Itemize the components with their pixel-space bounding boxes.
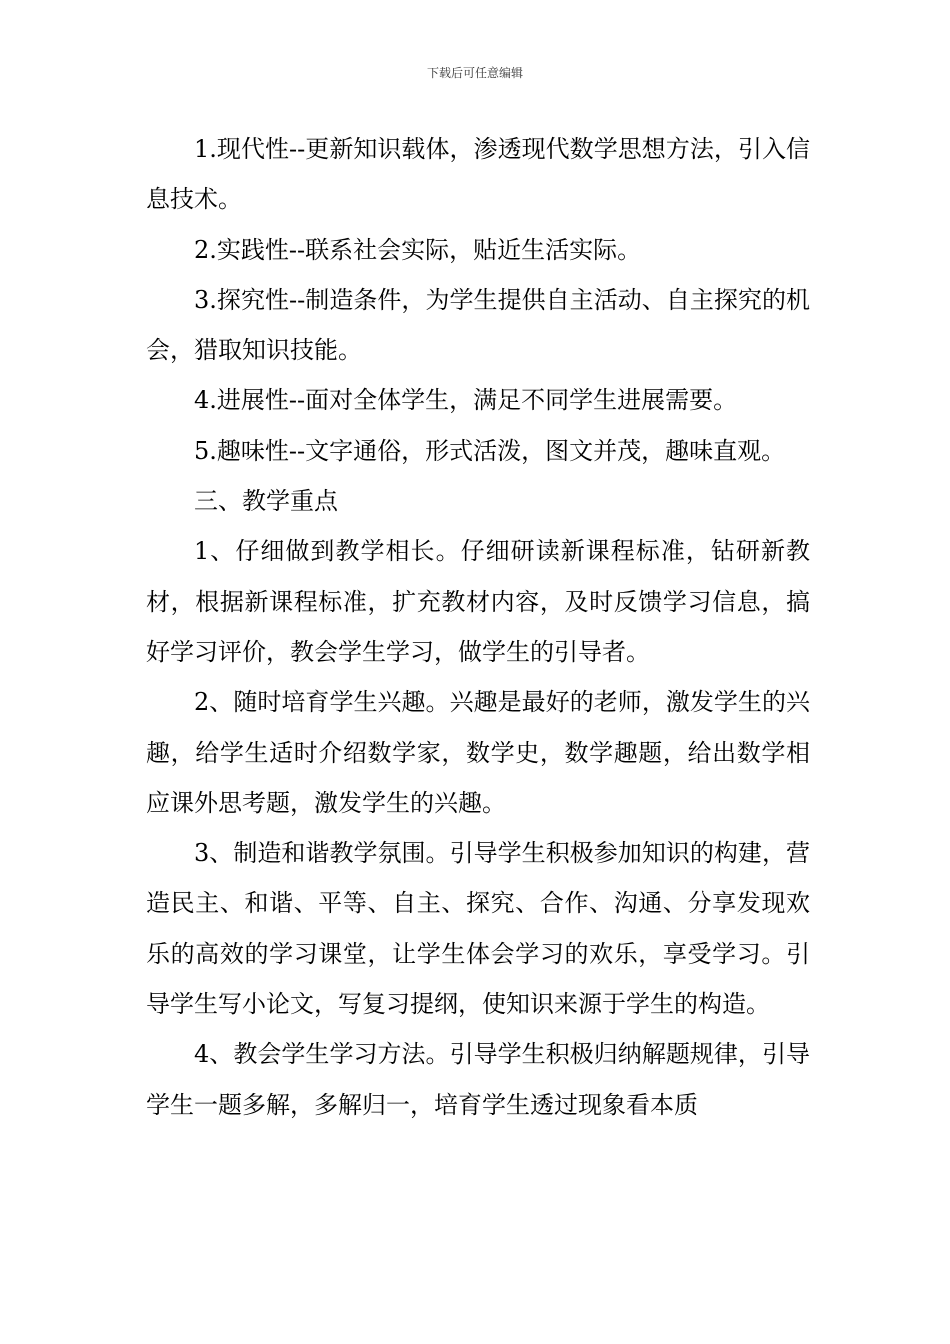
paragraph-focus-4: 4、教会学生学习方法。引导学生积极归纳解题规律，引导学生一题多解，多解归一，培育学生透过现象看本质 [146,1040,810,1119]
page-header: 下载后可任意编辑 [426,66,523,80]
paragraph-feature-practicality: 2.实践性--联系社会实际，贴近生活实际。 [194,235,642,264]
paragraph-feature-modernity: 1.现代性--更新知识载体，渗透现代数学思想方法，引入信息技术。 [146,135,810,214]
paragraph-feature-inquiry: 3.探究性--制造条件，为学生提供自主活动、自主探究的机会，猎取知识技能。 [146,285,810,365]
document-body [146,124,810,1130]
paragraph-feature-interest: 5.趣味性--文字通俗，形式活泼，图文并茂，趣味直观。 [194,436,786,465]
paragraph-focus-2: 2、随时培育学生兴趣。兴趣是最好的老师，激发学生的兴趣，给学生适时介绍数学家，数学史，数学趣题，给出数学相应课外思考题，激发学生的兴趣。 [146,688,810,817]
section-heading: 三、教学重点 [194,487,338,516]
paragraph-focus-1: 1、仔细做到教学相长。仔细研读新课程标准，钻研新教材，根据新课程标准，扩充教材内容，及时反馈学习信息，搞好学习评价，教会学生学习，做学生的引导者。 [146,537,810,666]
paragraph-feature-development: 4.进展性--面对全体学生，满足不同学生进展需要。 [194,386,738,415]
paragraph-focus-3: 3、制造和谐教学氛围。引导学生积极参加知识的构建，营造民主、和谐、平等、自主、探究、合作、沟通、分享发现欢乐的高效的学习课堂，让学生体会学习的欢乐，享受学习。引导学生写小论文，写复习提纲，使知识来源于学生的构造。 [146,839,810,1019]
